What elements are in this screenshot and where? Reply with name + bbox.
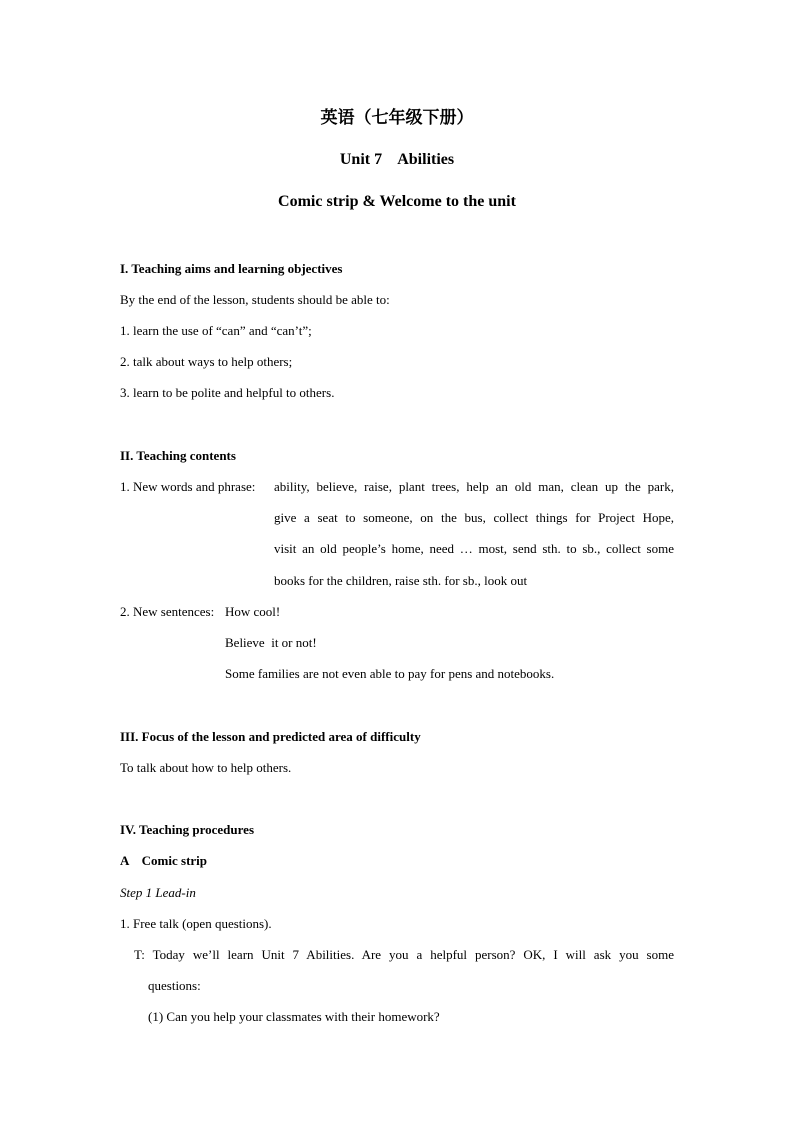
section1-item-3: 3. learn to be polite and helpful to others.: [120, 385, 335, 400]
section2-heading: II. Teaching contents: [120, 448, 236, 463]
new-words-line-2: give a seat to someone, on the bus, collect things for Project Hope,: [274, 510, 674, 525]
lesson-title: Comic strip & Welcome to the unit: [278, 193, 516, 210]
part-a-heading: A Comic strip: [120, 853, 208, 868]
free-talk-item: 1. Free talk (open questions).: [120, 916, 272, 931]
subject-title: 英语（七年级下册）: [320, 108, 474, 127]
new-words-line-3: visit an old people’s home, need … most, send sth. to sb., collect some: [274, 541, 674, 556]
teacher-line-2: questions:: [148, 978, 201, 993]
section3-heading: III. Focus of the lesson and predicted area of difficulty: [120, 729, 421, 744]
step1-heading: Step 1 Lead-in: [120, 885, 196, 900]
new-sentence-2: Believe it or not!: [225, 635, 317, 650]
section1-intro: By the end of the lesson, students should be able to:: [120, 292, 390, 307]
new-words-line-1: ability, believe, raise, plant trees, help an old man, clean up the park,: [274, 479, 674, 494]
new-sentence-1: How cool!: [225, 604, 281, 619]
section4-heading: IV. Teaching procedures: [120, 822, 255, 837]
unit-title: Unit 7 Abilities: [339, 151, 455, 168]
question-1: (1) Can you help your classmates with their homework?: [148, 1009, 440, 1024]
new-sentences-label: 2. New sentences:: [120, 604, 215, 619]
section1-item-1: 1. learn the use of “can” and “can’t”;: [120, 323, 312, 338]
section1-heading: I. Teaching aims and learning objectives: [120, 261, 343, 276]
section3-text: To talk about how to help others.: [120, 760, 292, 775]
section1-item-2: 2. talk about ways to help others;: [120, 354, 293, 369]
new-sentence-3: Some families are not even able to pay for pens and notebooks.: [225, 666, 555, 681]
new-words-label: 1. New words and phrase:: [120, 479, 256, 494]
new-words-line-4: books for the children, raise sth. for sb., look out: [274, 573, 528, 588]
teacher-line-1: T: Today we’ll learn Unit 7 Abilities. Are you a helpful person? OK, I will ask you some: [134, 947, 674, 962]
